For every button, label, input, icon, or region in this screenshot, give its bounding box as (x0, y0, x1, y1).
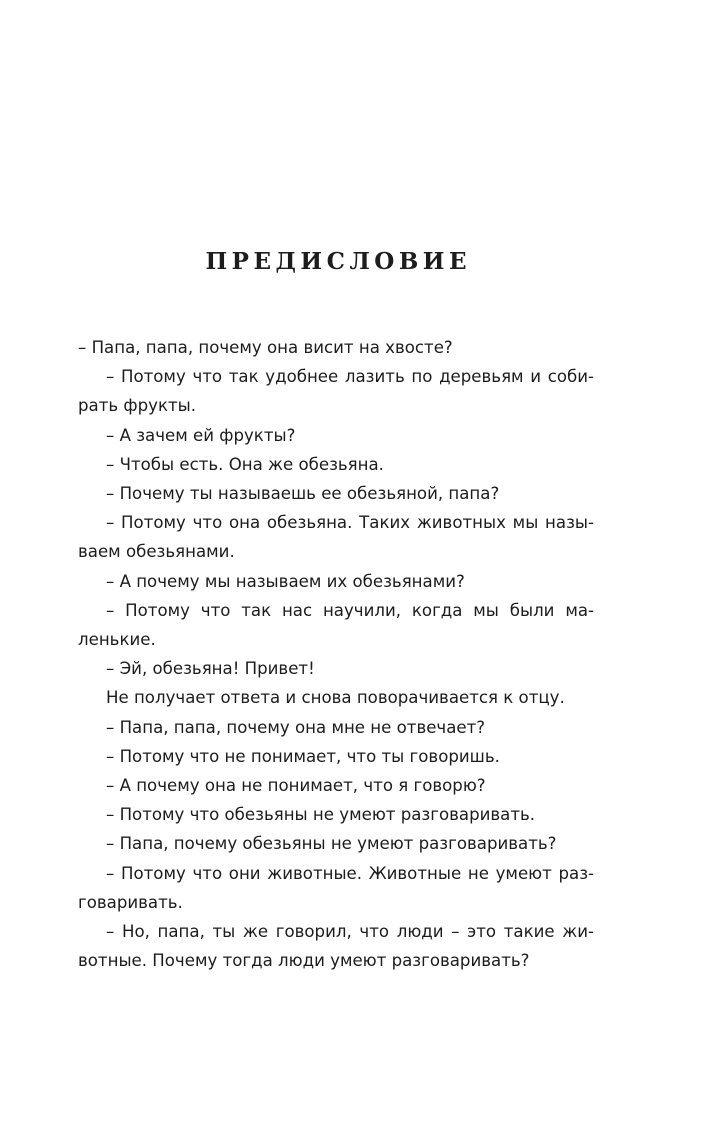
paragraph: – Потому что она обезьяна. Таких животных мы назы-ваем обезьянами. (78, 513, 594, 562)
paragraph: – Папа, папа, почему она висит на хвосте? (78, 338, 453, 357)
paragraph: Не получает ответа и снова поворачивается к отцу. (106, 688, 565, 708)
paragraph: – Папа, почему обезьяны не умеют разговаривать? (106, 834, 557, 854)
paragraph: – Папа, папа, почему она мне не отвечает? (106, 717, 486, 737)
paragraph: – А зачем ей фрукты? (106, 425, 296, 445)
paragraph: – Потому что так удобнее лазить по деревьям и соби-рать фрукты. (78, 367, 594, 416)
paragraph: – А почему мы называем их обезьянами? (106, 571, 465, 591)
page-title: ПРЕДИСЛОВИЕ (205, 248, 472, 275)
paragraph: – Потому что так нас научили, когда мы были ма-ленькие. (78, 600, 594, 650)
paragraph: – Потому что обезьяны не умеют разговаривать. (106, 805, 536, 825)
body-text (78, 333, 594, 975)
paragraph: – Потому что не понимает, что ты говоришь. (106, 746, 500, 766)
paragraph: – Но, папа, ты же говорил, что люди – это такие жи-вотные. Почему тогда люди умеют разговаривать? (78, 922, 594, 971)
page-content (78, 248, 594, 975)
paragraph: – А почему она не понимает, что я говорю? (106, 776, 486, 796)
paragraph: – Почему ты называешь ее обезьяной, папа? (106, 484, 500, 504)
paragraph: – Чтобы есть. Она же обезьяна. (106, 454, 384, 474)
paragraph: – Потому что они животные. Животные не умеют раз-говаривать. (78, 863, 594, 912)
paragraph: – Эй, обезьяна! Привет! (106, 659, 315, 679)
